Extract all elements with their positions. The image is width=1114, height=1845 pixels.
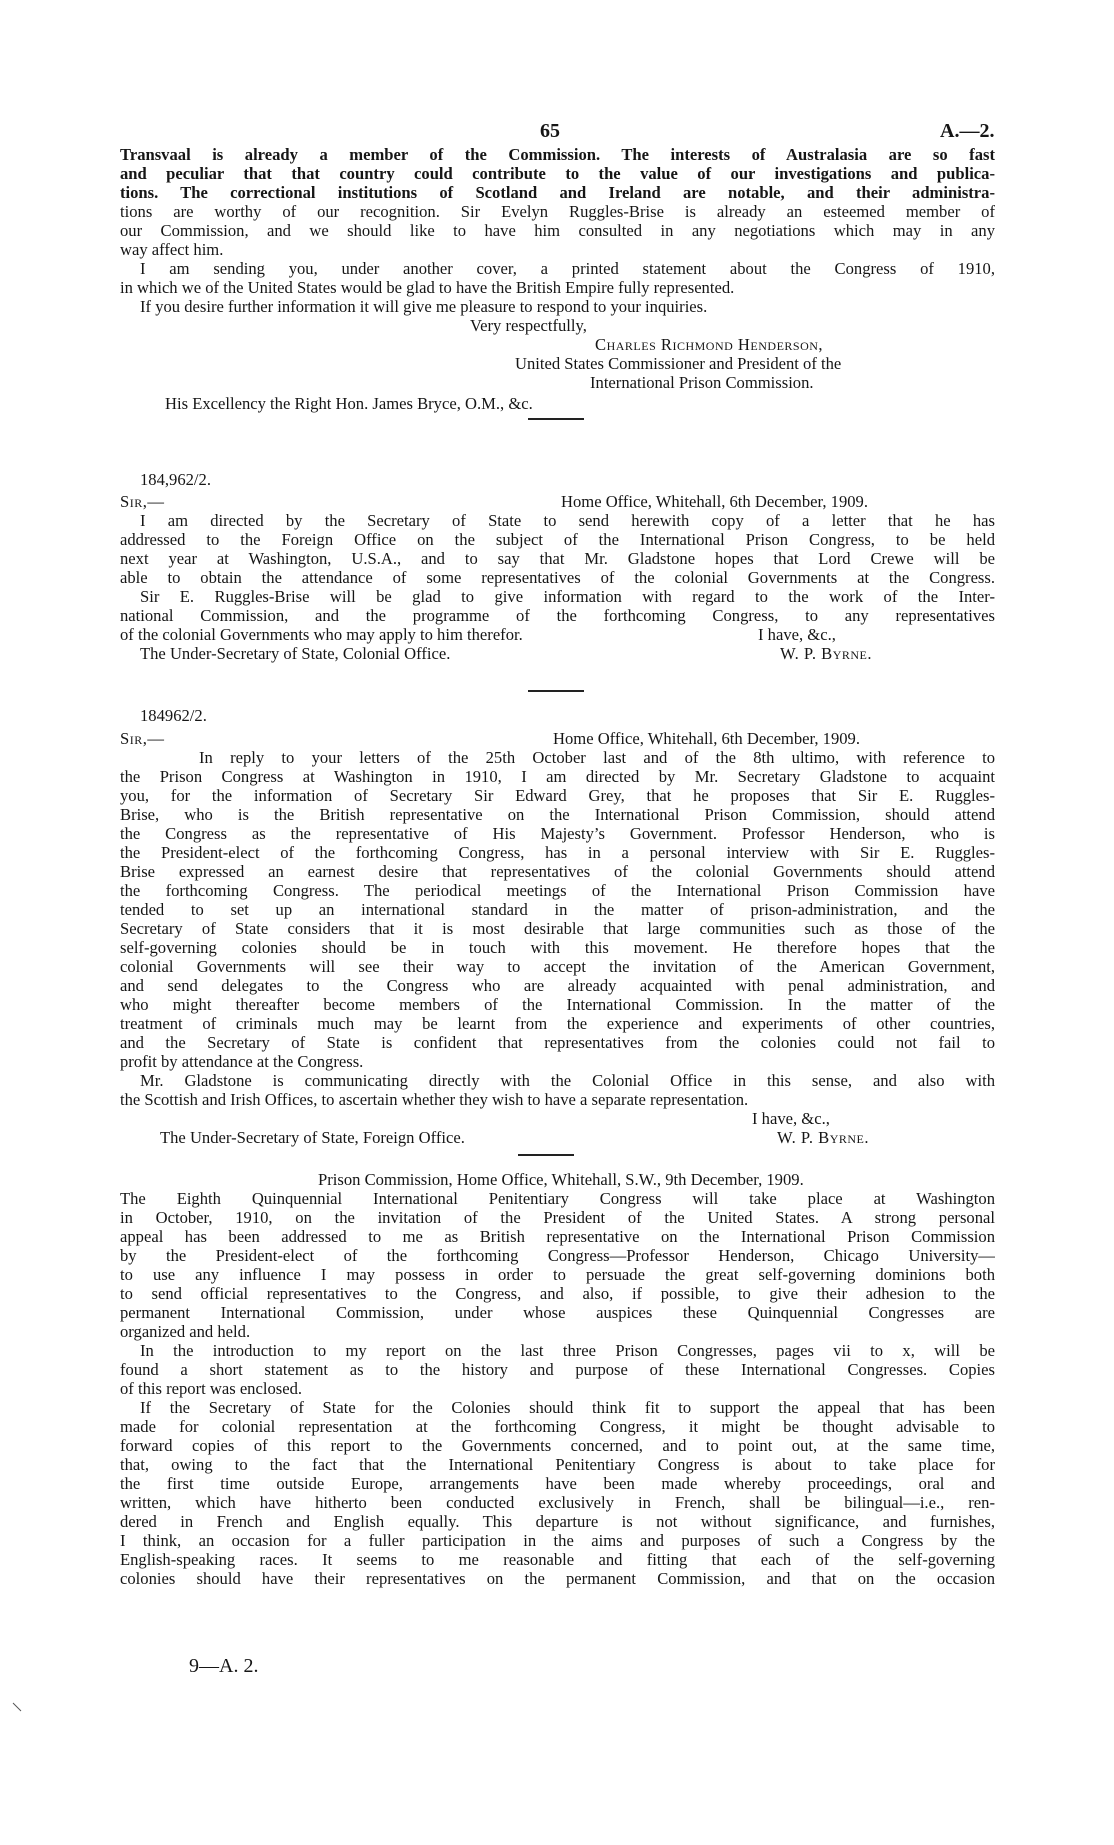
text-line: organized and held. [120,1322,251,1341]
text-line: treatment of criminals much may be learnt from the experience and experiments of other countries, [120,1014,995,1033]
text-line: If you desire further information it will give me pleasure to respond to your inquiries. [140,297,708,316]
text-line: the President-elect of the forthcoming Congress, has in a personal interview with Sir E. Ruggles- [120,843,995,862]
text-line: addressed to the Foreign Office on the subject of the International Prison Congress, to be held [120,530,995,549]
text-line: Brise expressed an earnest desire that representatives of the colonial Governments should attend [120,862,995,881]
text-line: the Prison Congress at Washington in 1910, I am directed by Mr. Secretary Gladstone to acquaint [120,767,995,786]
text-line: I am sending you, under another cover, a printed statement about the Congress of 1910, [140,259,995,278]
page-number: 65 [540,120,560,142]
text-line: written, which have hitherto been conducted exclusively in French, shall be bilingual—i.e., ren- [120,1493,995,1512]
salutation: Sir,— [120,729,165,748]
signatory-name: W. P. Byrne. [777,1128,870,1147]
text-line: Sir E. Ruggles-Brise will be glad to give information with regard to the work of the Inter- [140,587,995,606]
text-line: I think, an occasion for a fuller participation in the aims and purposes of such a Congress by the [120,1531,995,1550]
text-line: self-governing colonies should be in touch with this movement. He therefore hopes that the [120,938,995,957]
text-line: to use any influence I may possess in order to persuade the great self-governing dominions both [120,1265,995,1284]
letter-addressee: His Excellency the Right Hon. James Bryce, O.M., &c. [165,394,533,413]
section-divider [518,1154,574,1156]
place-date: Home Office, Whitehall, 6th December, 1909. [553,729,860,748]
letter-closing: I have, &c., [758,625,836,644]
section-divider [528,690,584,692]
text-line: in which we of the United States would be glad to have the British Empire fully represented. [120,278,735,297]
text-line: in October, 1910, on the invitation of the President of the United States. A strong personal [120,1208,995,1227]
text-line: Secretary of State considers that it is most desirable that large communities such as those of the [120,919,995,938]
signatory-title: International Prison Commission. [590,373,814,392]
text-line: by the President-elect of the forthcoming Congress—Professor Henderson, Chicago University— [120,1246,995,1265]
text-line: national Commission, and the programme of the forthcoming Congress, to any representatives [120,606,995,625]
text-line: of this report was enclosed. [120,1379,303,1398]
text-line: colonies should have their representatives on the permanent Commission, and that on the occasion [120,1569,995,1588]
text-line: and the Secretary of State is confident that representatives from the colonies could not fail to [120,1033,995,1052]
text-line: that, owing to the fact that the International Penitentiary Congress is about to take place for [120,1455,995,1474]
scan-artifact-mark [12,1702,22,1712]
text-line: to send official representatives to the Congress, and also, if possible, to give their adhesion to the [120,1284,995,1303]
text-line: tions. The correctional institutions of Scotland and Ireland are notable, and their administra- [120,183,995,202]
text-line: made for colonial representation at the forthcoming Congress, it might be thought advisable to [120,1417,995,1436]
text-line: the first time outside Europe, arrangements have been made whereby proceedings, oral and [120,1474,995,1493]
text-line: our Commission, and we should like to have him consulted in any negotiations which may in any [120,221,995,240]
text-line: colonial Governments will see their way to accept the invitation of the American Government, [120,957,995,976]
text-line: able to obtain the attendance of some representatives of the colonial Governments at the Congress. [120,568,995,587]
text-line: the Scottish and Irish Offices, to ascertain whether they wish to have a separate representation. [120,1090,749,1109]
letter-closing: I have, &c., [752,1109,830,1128]
text-line: English-speaking races. It seems to me reasonable and fitting that each of the self-governing [120,1550,995,1569]
text-line: profit by attendance at the Congress. [120,1052,364,1071]
text-line: and peculiar that that country could contribute to the value of our investigations and publica- [120,164,995,183]
signatory-name: Charles Richmond Henderson, [595,335,824,354]
text-line: In reply to your letters of the 25th October last and of the 8th ultimo, with reference to [199,748,995,767]
text-line: In the introduction to my report on the last three Prison Congresses, pages vii to x, will be [140,1341,995,1360]
signatory-title: United States Commissioner and President of the [515,354,842,373]
text-line: next year at Washington, U.S.A., and to say that Mr. Gladstone hopes that Lord Crewe will be [120,549,995,568]
text-line: appeal has been addressed to me as British representative on the International Prison Commission [120,1227,995,1246]
text-line: If the Secretary of State for the Colonies should think fit to support the appeal that has been [140,1398,995,1417]
signatory-name: W. P. Byrne. [780,644,873,663]
reference-number: 184962/2. [140,706,207,725]
text-line: the Congress as the representative of His Majesty’s Government. Professor Henderson, who is [120,824,995,843]
text-line: Brise, who is the British representative on the International Prison Commission, should attend [120,805,995,824]
text-line: tions are worthy of our recognition. Sir Evelyn Ruggles-Brise is already an esteemed member of [120,202,995,221]
text-line: of the colonial Governments who may apply to him therefor. [120,625,523,644]
text-line: who might thereafter become members of the International Commission. In the matter of the [120,995,995,1014]
text-line: forward copies of this report to the Governments concerned, and to point out, at the same time, [120,1436,995,1455]
text-line: the forthcoming Congress. The periodical meetings of the International Prison Commission have [120,881,995,900]
text-line: Mr. Gladstone is communicating directly with the Colonial Office in this sense, and also with [140,1071,995,1090]
text-line: way affect him. [120,240,224,259]
letter-addressee: The Under-Secretary of State, Foreign Office. [160,1128,465,1147]
reference-number: 184,962/2. [140,470,211,489]
place-date: Prison Commission, Home Office, Whitehall, S.W., 9th December, 1909. [318,1170,804,1189]
text-line: found a short statement as to the history and purpose of these International Congresses. Copies [120,1360,995,1379]
letter-addressee: The Under-Secretary of State, Colonial Office. [140,644,451,663]
paper-reference: A.—2. [940,120,995,142]
text-line: and send delegates to the Congress who are already acquainted with penal administration, and [120,976,995,995]
text-line: The Eighth Quinquennial International Penitentiary Congress will take place at Washington [120,1189,995,1208]
place-date: Home Office, Whitehall, 6th December, 1909. [561,492,868,511]
text-line: tended to set up an international standard in the matter of prison-administration, and the [120,900,995,919]
text-line: Transvaal is already a member of the Commission. The interests of Australasia are so fast [120,145,995,164]
text-line: dered in French and English equally. This departure is not without significance, and furnishes, [120,1512,995,1531]
text-line: you, for the information of Secretary Sir Edward Grey, that he proposes that Sir E. Ruggles- [120,786,995,805]
salutation: Sir,— [120,492,165,511]
text-line: permanent International Commission, under whose auspices these Quinquennial Congresses are [120,1303,995,1322]
text-line: I am directed by the Secretary of State to send herewith copy of a letter that he has [140,511,995,530]
section-divider [528,418,584,420]
letter-closing: Very respectfully, [470,316,587,335]
page-footer-reference: 9—A. 2. [189,1655,259,1677]
